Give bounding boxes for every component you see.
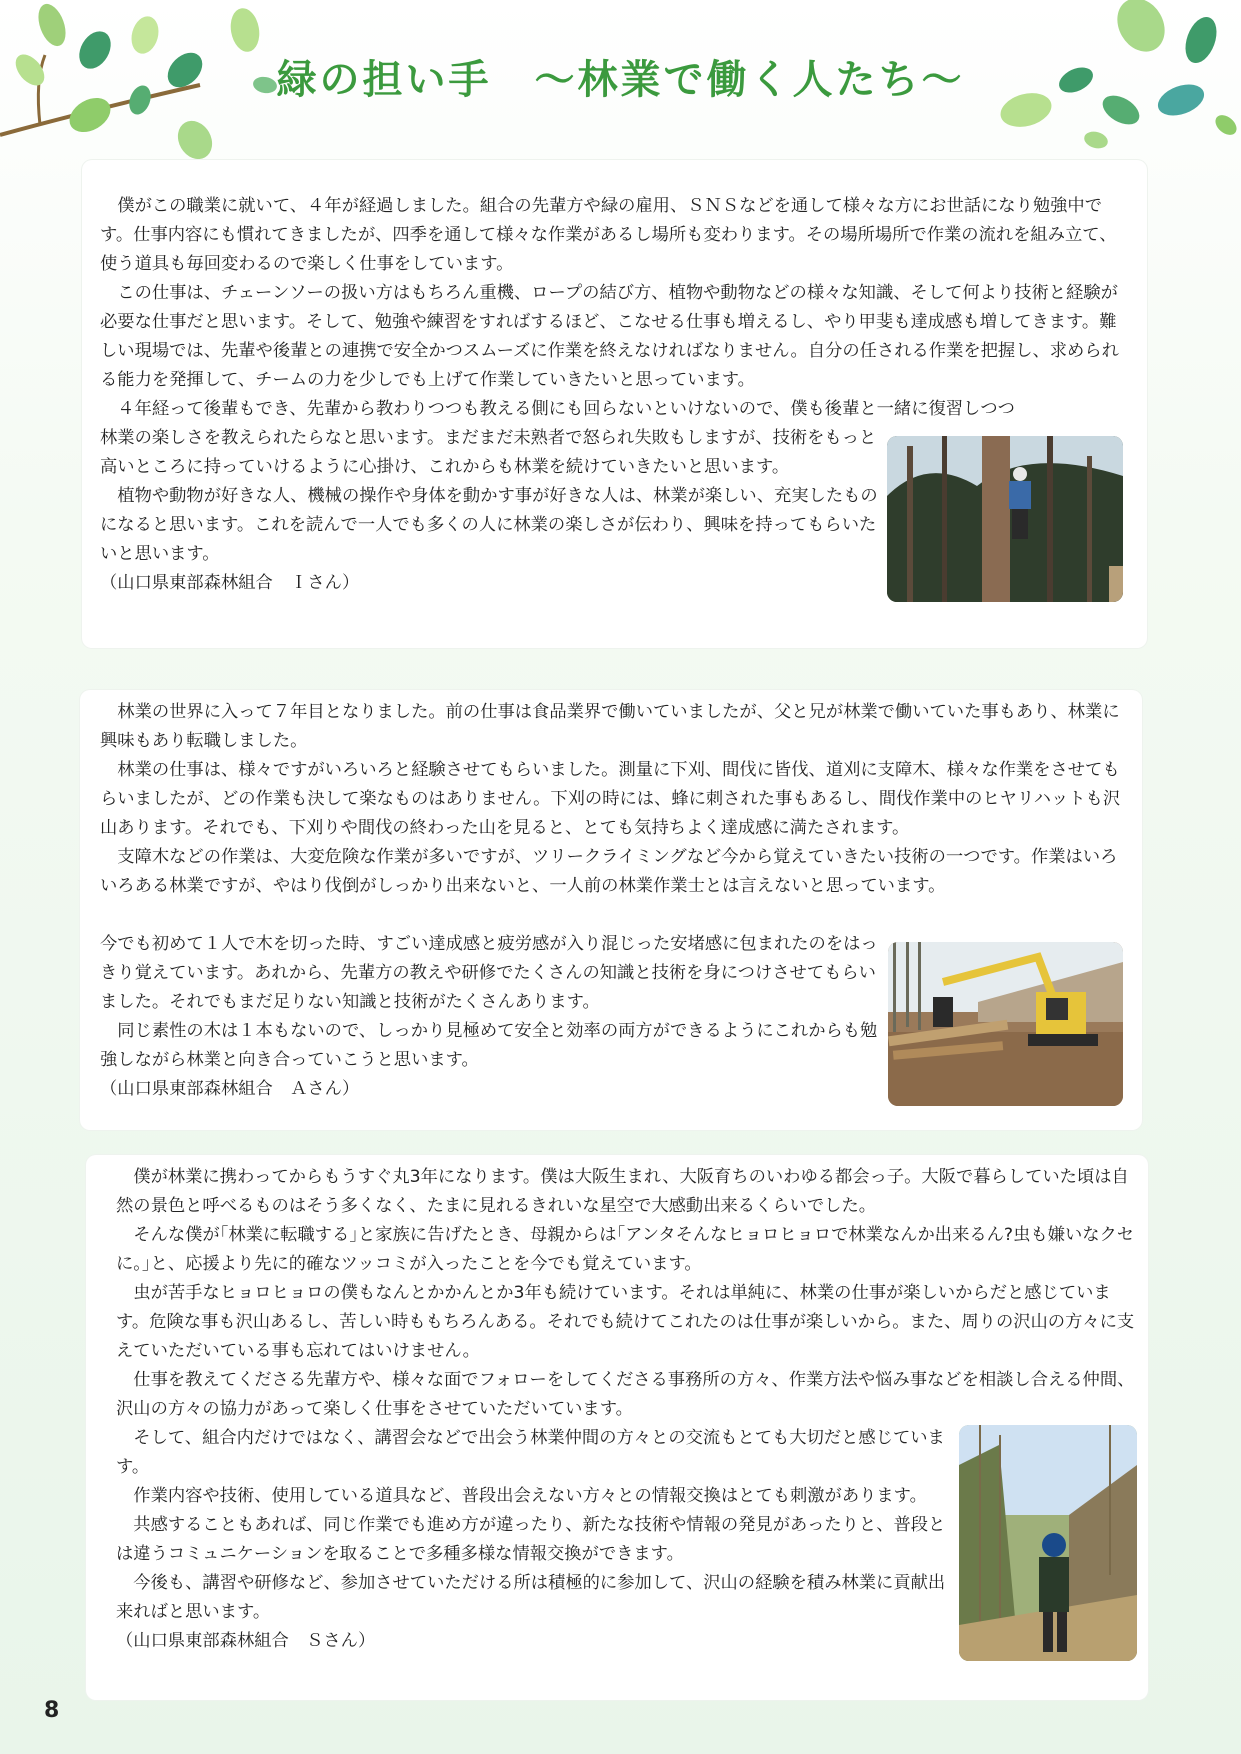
article-1-narrow-text	[100, 424, 885, 598]
paragraph: この仕事は、チェーンソーの扱い方はもちろん重機、ロープの結び方、植物や動物などの様々な知識、そして何より技術と経験が必要な仕事だと思います。そして、勉強や練習をすればするほど、こなせる仕事も増えるし、やり甲斐も達成感も増してきます。難しい現場では、先輩や後輩との連携で安全かつスムーズに作業を終えなければなりません。自分の任される作業を把握し、求められる能力を発揮して、チームの力を少しでも上げて作業していきたいと思っています。	[100, 283, 1119, 390]
paragraph: そして、組合内だけではなく、講習会などで出会う林業仲間の方々との交流もとても大切だと感じています。	[116, 1428, 945, 1477]
article-3-top-text	[116, 1163, 1139, 1424]
article-card-1	[82, 160, 1147, 648]
paragraph: 林業の楽しさを教えられたらなと思います。まだまだ未熟者で怒られ失敗もしますが、技術をもっと高いところに持っていけるように心掛け、これからも林業を続けていきたいと思います。	[100, 428, 877, 477]
paragraph: 僕がこの職業に就いて、４年が経過しました。組合の先輩方や緑の雇用、ＳＮＳなどを通して様々な方にお世話になり勉強中です。仕事内容にも慣れてきましたが、四季を通して様々な作業があるし場所も変わります。その場所場所で作業の流れを組み立て、使う道具も毎回変わるので楽しく仕事をしています。	[100, 196, 1117, 274]
page-title: 緑の担い手 ～林業で働く人たち～	[276, 56, 965, 103]
article-2-narrow-text	[100, 930, 885, 1104]
excavator-photo	[888, 942, 1123, 1106]
article-card-3	[86, 1155, 1148, 1700]
signature: （山口県東部森林組合 Ｓさん）	[116, 1631, 376, 1651]
paragraph: ４年経って後輩もでき、先輩から教わりつつも教える側にも回らないといけないので、僕も後輩と一緒に復習しつつ	[117, 399, 1015, 419]
paragraph: そんな僕が｢林業に転職する｣と家族に告げたとき、母親からは｢アンタそんなヒョロヒョロで林業なんか出来るん?虫も嫌いなクセに。｣と、応援より先に的確なツッコミが入ったことを今でも覚えています。	[116, 1225, 1135, 1274]
paragraph: 共感することもあれば、同じ作業でも進め方が違ったり、新たな技術や情報の発見があったりと、普段とは違うコミュニケーションを取ることで多種多様な情報交換ができます。	[116, 1515, 946, 1564]
article-card-2	[80, 690, 1142, 1130]
paragraph: 今でも初めて１人で木を切った時、すごい達成感と疲労感が入り混じった安堵感に包まれたのをはっきり覚えています。あれから、先輩方の教えや研修でたくさんの知識と技術を身につけさせてもらいました。それでもまだ足りない知識と技術がたくさんあります。	[100, 934, 878, 1012]
forest-worker-photo	[959, 1425, 1137, 1661]
signature: （山口県東部森林組合 Ｉさん）	[100, 573, 360, 593]
paragraph: 林業の仕事は、様々ですがいろいろと経験させてもらいました。測量に下刈、間伐に皆伐、道刈に支障木、様々な作業をさせてもらいましたが、どの作業も決して楽なものはありません。下刈の時には、蜂に刺された事もあるし、間伐作業中のヒヤリハットも沢山あります。それでも、下刈りや間伐の終わった山を見ると、とても気持ちよく達成感に満たされます。	[100, 760, 1121, 838]
paragraph: 支障木などの作業は、大変危険な作業が多いですが、ツリークライミングなど今から覚えていきたい技術の一つです。作業はいろいろある林業ですが、やはり伐倒がしっかり出来ないと、一人前の林業作業士とは言えないと思っています。	[100, 847, 1118, 896]
tree-climbing-photo	[887, 436, 1123, 602]
paragraph: 僕が林業に携わってからもうすぐ丸3年になります。僕は大阪生まれ、大阪育ちのいわゆる都会っ子。大阪で暮らしていた頃は自然の景色と呼べるものはそう多くなく、たまに見れるきれいな星空で大感動出来るくらいでした。	[116, 1167, 1129, 1216]
paragraph: 林業の世界に入って７年目となりました。前の仕事は食品業界で働いていましたが、父と兄が林業で働いていた事もあり、林業に興味もあり転職しました。	[100, 702, 1120, 751]
article-1-top-text	[100, 192, 1130, 424]
paragraph: 今後も、講習や研修など、参加させていただける所は積極的に参加して、沢山の経験を積み林業に貢献出来ればと思います。	[116, 1573, 946, 1622]
paragraph: 作業内容や技術、使用している道具など、普段出会えない方々との情報交換はとても刺激があります。	[133, 1486, 927, 1506]
paragraph: 仕事を教えてくださる先輩方や、様々な面でフォローをしてくださる事務所の方々、作業方法や悩み事などを相談し合える仲間、沢山の方々の協力があって楽しく仕事をさせていただいています。	[116, 1370, 1135, 1419]
paragraph: 植物や動物が好きな人、機械の操作や身体を動かす事が好きな人は、林業が楽しい、充実したものになると思います。これを読んで一人でも多くの人に林業の楽しさが伝わり、興味を持ってもらいたいと思います。	[100, 486, 878, 564]
signature: （山口県東部森林組合 Ａさん）	[100, 1079, 360, 1099]
page-number: 8	[44, 1698, 60, 1723]
article-2-top-text	[100, 698, 1130, 901]
article-3-narrow-text	[116, 1424, 946, 1656]
paragraph: 虫が苦手なヒョロヒョロの僕もなんとかかんとか3年も続けています。それは単純に、林業の仕事が楽しいからだと感じています。危険な事も沢山あるし、苦しい時ももちろんある。それでも続けてこれたのは仕事が楽しいから。また、周りの沢山の方々に支えていただいている事も忘れてはいけません。	[116, 1283, 1135, 1361]
paragraph: 同じ素性の木は１本もないので、しっかり見極めて安全と効率の両方ができるようにこれからも勉強しながら林業と向き合っていこうと思います。	[100, 1021, 878, 1070]
